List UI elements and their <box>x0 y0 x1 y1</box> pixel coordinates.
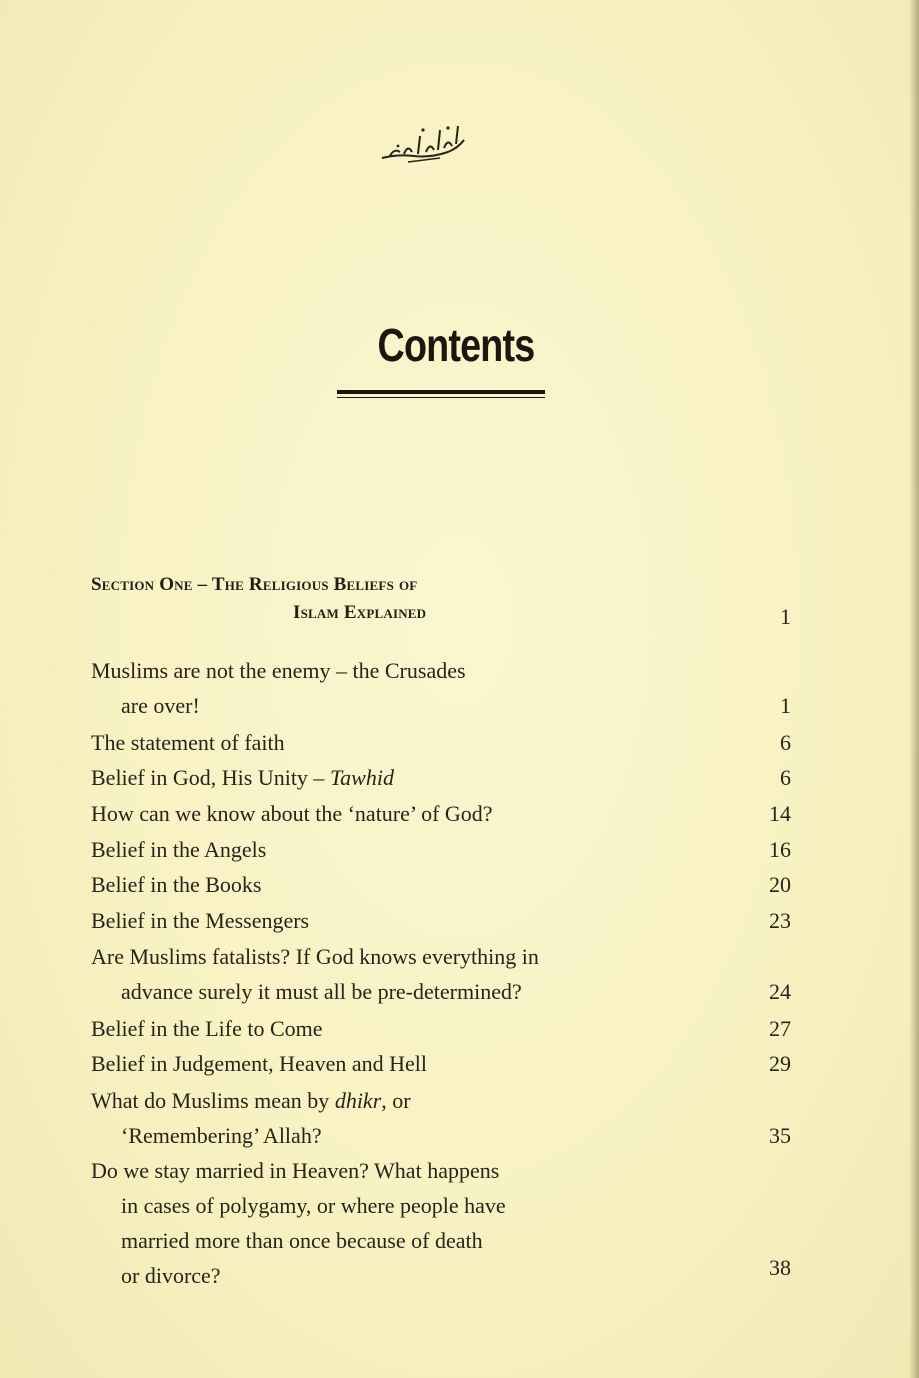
toc-page-number: 20 <box>769 872 791 897</box>
toc-entry <box>91 903 309 938</box>
toc-entry <box>91 796 493 831</box>
section-heading-line1: Section One – The Religious Beliefs of <box>91 574 418 595</box>
toc-entry-line: Belief in the Angels <box>91 837 267 862</box>
toc-entry <box>91 867 261 902</box>
toc-page-number: 16 <box>769 837 791 862</box>
toc-entry-line: The statement of faith <box>91 730 285 755</box>
section-heading-line2: Islam Explained <box>293 602 427 623</box>
toc-entry-line: in cases of polygamy, or where people have <box>121 1193 506 1218</box>
toc-page-number: 14 <box>769 801 791 826</box>
toc-entry-line: ‘Remembering’ Allah? <box>121 1123 322 1148</box>
toc-entry-line: or divorce? <box>121 1263 221 1288</box>
toc-page-number: 23 <box>769 908 791 933</box>
toc-entry-line: Muslims are not the enemy – the Crusades <box>91 658 466 683</box>
toc-entry-italic: Tawhid <box>329 765 394 790</box>
toc-entry <box>91 939 539 1009</box>
title-underline-thin <box>337 397 545 398</box>
toc-entry <box>91 1153 506 1293</box>
toc-page-number: 6 <box>780 765 791 790</box>
page-edge-shadow <box>909 0 919 1378</box>
title-underline-thick <box>337 390 545 394</box>
toc-entry-line: How can we know about the ‘nature’ of God? <box>91 801 493 826</box>
toc-entry <box>91 1011 323 1046</box>
toc-entry <box>91 832 266 867</box>
toc-entry <box>91 725 285 760</box>
toc-page-number: 38 <box>769 1255 791 1280</box>
toc-entry-line: , or <box>381 1088 411 1113</box>
section-heading <box>91 574 791 624</box>
toc-entry-line: Are Muslims fatalists? If God knows everything in <box>91 944 539 969</box>
toc-entry <box>91 653 466 723</box>
toc-entry-line: Belief in the Books <box>91 872 262 897</box>
toc-page-number: 29 <box>769 1051 791 1076</box>
toc-entry-italic: dhikr <box>334 1088 382 1113</box>
page-title: Contents <box>377 319 535 371</box>
toc-entry-line: married more than once because of death <box>121 1228 483 1253</box>
toc-page-number: 24 <box>769 979 791 1004</box>
toc-page-number: 27 <box>769 1016 791 1041</box>
toc-entry-line: Belief in Judgement, Heaven and Hell <box>91 1051 428 1076</box>
calligraphy-ornament-icon <box>378 118 468 164</box>
toc-entry-line: Belief in the Life to Come <box>91 1016 323 1041</box>
toc-entry-line: are over! <box>121 693 200 718</box>
toc-entry <box>91 1083 411 1153</box>
toc-entry-line: advance surely it must all be pre-determined? <box>121 979 522 1004</box>
toc-entry-line: Belief in the Messengers <box>91 908 310 933</box>
toc-page-number: 1 <box>780 693 791 718</box>
toc-page-number: 35 <box>769 1123 791 1148</box>
toc-page-number: 6 <box>780 730 791 755</box>
toc-entry-line: Belief in God, His Unity – <box>91 765 330 790</box>
toc-entry-line: Do we stay married in Heaven? What happens <box>91 1158 500 1183</box>
section-page-number: 1 <box>780 604 791 629</box>
toc-entry <box>91 760 394 795</box>
toc-entry <box>91 1046 427 1081</box>
toc-entry-line: What do Muslims mean by <box>91 1088 335 1113</box>
